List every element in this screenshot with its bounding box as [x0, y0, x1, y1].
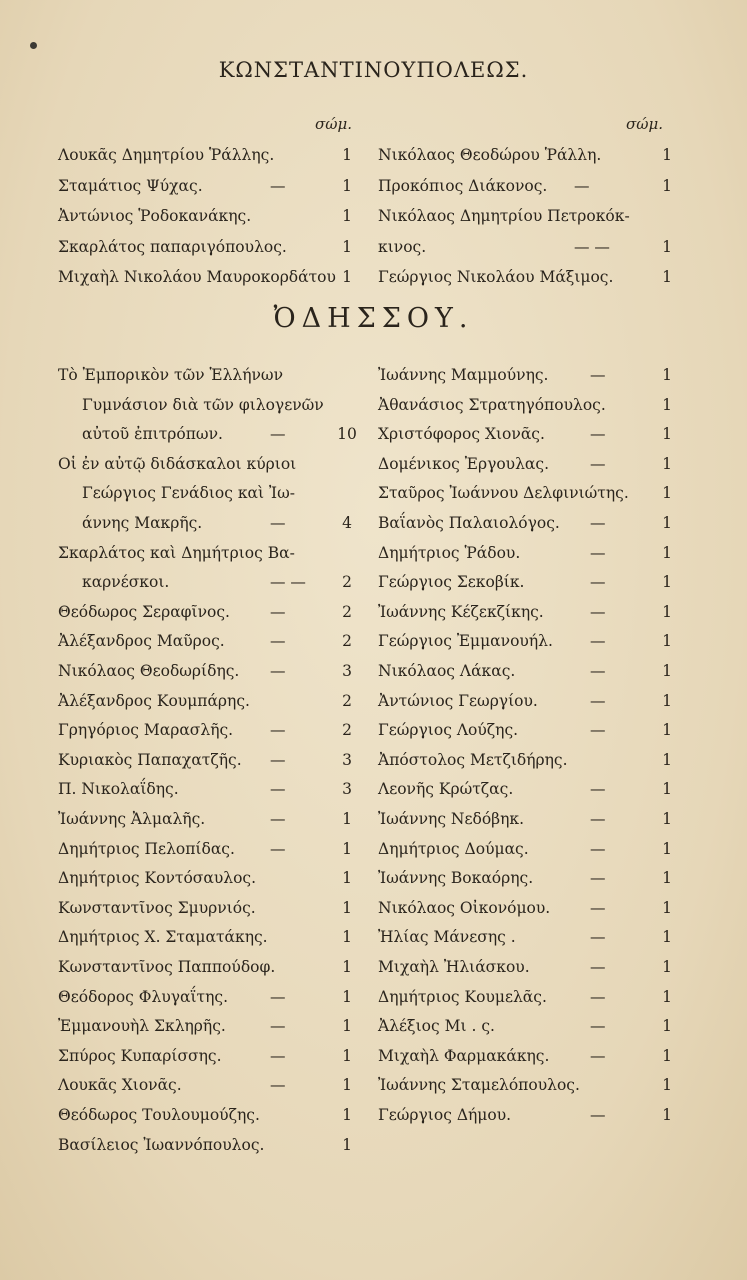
entry-name: Μιχαὴλ Φαρμακάκης. [378, 1046, 550, 1065]
entry-name: Θεόδωρος Σεραφῖνος. [58, 602, 230, 621]
entry-name: καρνέσκοι. [82, 573, 170, 592]
entry-name: Δημήτριος Πελοπίδας. [58, 839, 235, 858]
page-title: ΚΩΝΣΤΑΝΤΙΝΟΥΠΟΛΕΩΣ. [218, 58, 529, 82]
entry-name: Κωνσταντῖνος Σμυρνιός. [58, 898, 256, 917]
entry-name: Ἀλέξανδρος Κουμπάρης. [58, 691, 250, 710]
entry-count: 2 [342, 573, 352, 592]
entry-name: Ἰωάννης Νεδόβηκ. [378, 810, 525, 828]
entry-dash: — [270, 721, 286, 740]
entry-dash: — [590, 454, 606, 473]
list-item [378, 893, 678, 923]
entry-count: 1 [662, 176, 672, 195]
entry-dash: — [270, 662, 286, 680]
list-item [378, 360, 678, 390]
entry-count: 1 [342, 207, 352, 225]
list-item [378, 390, 678, 420]
entry-count: 1 [662, 146, 672, 164]
entry-name: Γυμνάσιον διὰ τῶν φιλογενῶν [82, 395, 324, 414]
list-item [378, 140, 678, 170]
entry-dash: — [270, 780, 286, 799]
list-item [58, 686, 368, 716]
entry-dash: — [574, 176, 590, 195]
entry-dash: — [590, 928, 606, 947]
entry-name: Δημήτριος Κοντόσαυλος. [58, 869, 257, 888]
entry-name: Γεώργιος Δήμου. [378, 1106, 512, 1124]
entry-name: Νικόλαος Θεοδώρου Ῥάλλη. [378, 146, 602, 164]
entry-name: Προκόπιος Διάκονος. [378, 176, 548, 195]
entry-dash: — [590, 839, 606, 858]
entry-name: Ἐμμανουὴλ Σκληρῆς. [58, 1017, 226, 1036]
entry-count: 1 [662, 1046, 672, 1065]
section-title: ὈΔΗΣΣΟΥ. [273, 303, 474, 334]
list-item [58, 922, 368, 952]
entry-name: Νικόλαος Λάκας. [378, 662, 516, 680]
entry-name: Ἀπόστολος Μετζιδήρης. [378, 750, 568, 769]
list-item [58, 745, 368, 775]
entry-dash: — [590, 810, 606, 828]
entry-dash: — [590, 602, 606, 621]
entry-count: 3 [342, 662, 352, 680]
entry-count: 1 [342, 928, 352, 947]
list-item [58, 419, 368, 449]
entry-name: Δημήτριος Κουμελᾶς. [378, 987, 547, 1006]
entry-count: 1 [662, 454, 672, 473]
entry-dash: — [590, 869, 606, 888]
entry-count: 1 [662, 928, 672, 947]
entry-dash: — [590, 573, 606, 592]
entry-count: 1 [662, 691, 672, 710]
entry-count: 2 [342, 632, 352, 651]
entry-name: Ἰωάννης Μαμμούνης. [378, 366, 549, 384]
entry-name: Π. Νικολαΐδης. [58, 780, 179, 799]
list-item [378, 538, 678, 568]
entry-name: Ἰωάννης Ἀλμαλῆς. [58, 810, 206, 828]
entry-dash: — — [574, 237, 610, 256]
list-item [58, 508, 368, 538]
list-item [378, 567, 678, 597]
entry-dash: — [590, 691, 606, 710]
entry-dash: — [270, 602, 286, 621]
entry-dash: — [590, 366, 606, 384]
entry-count: 1 [342, 268, 352, 286]
entry-name: Θεόδωρος Τουλουμούζης. [58, 1106, 260, 1124]
entry-name: Λεονῆς Κρώτζας. [378, 780, 514, 799]
list-item [378, 1070, 678, 1100]
entry-count: 1 [662, 268, 672, 286]
entry-name: Νικόλαος Οἰκονόμου. [378, 898, 551, 917]
entry-count: 1 [662, 366, 672, 384]
list-item [378, 745, 678, 775]
entry-name: Σπύρος Κυπαρίσσης. [58, 1046, 222, 1065]
entry-count: 1 [662, 1076, 672, 1095]
entry-count: 1 [342, 958, 352, 976]
list-item [58, 893, 368, 923]
list-item [378, 715, 678, 745]
entry-name: Οἱ ἐν αὐτῷ διδάσκαλοι κύριοι [58, 454, 297, 473]
list-item [58, 597, 368, 627]
entry-count: 1 [662, 780, 672, 799]
entry-count: 1 [662, 810, 672, 828]
list-item [378, 1041, 678, 1071]
entry-dash: — [270, 632, 286, 651]
entry-dash: — [590, 632, 606, 651]
entry-name: Κυριακὸς Παπαχατζῆς. [58, 750, 242, 769]
entry-name: Ἀλέξανδρος Μαῦρος. [58, 632, 225, 651]
list-item [58, 834, 368, 864]
list-item [58, 1011, 368, 1041]
entry-name: Βασίλειος Ἰωαννόπουλος. [58, 1135, 265, 1154]
entry-name: Μιχαὴλ Ἠλιάσκου. [378, 958, 530, 976]
entry-dash: — [590, 780, 606, 799]
entry-name: Νικόλαος Δημητρίου Πετροκόκ- [378, 207, 630, 225]
entry-dash: — [590, 1017, 606, 1036]
entry-name: Μιχαὴλ Νικολάου Μαυροκορδάτου [58, 268, 336, 286]
list-item [58, 715, 368, 745]
entry-count: 1 [342, 987, 352, 1006]
entry-count: 1 [342, 176, 352, 195]
list-item [58, 1070, 368, 1100]
entry-name: Κωνσταντῖνος Παππούδοφ. [58, 958, 276, 976]
entry-name: Γεώργιος Ἐμμανουήλ. [378, 632, 553, 651]
entry-dash: — [590, 425, 606, 444]
entry-count: 2 [342, 602, 352, 621]
entry-dash: — [590, 958, 606, 976]
entry-name: Ἀθανάσιος Στρατηγόπουλος. [378, 395, 606, 414]
entry-name: Ἀντώνιος Ῥοδοκανάκης. [58, 207, 252, 225]
entry-dash: — [270, 425, 286, 444]
entry-dash: — [270, 987, 286, 1006]
entry-name: Τὸ Ἐμπορικὸν τῶν Ἑλλήνων [58, 366, 283, 384]
entry-count: 3 [342, 750, 352, 769]
list-item [378, 171, 678, 201]
list-item [378, 262, 678, 292]
list-item [58, 449, 368, 479]
entry-count: 1 [342, 1017, 352, 1036]
list-item [58, 656, 368, 686]
list-item [58, 804, 368, 834]
entry-dash: — [590, 514, 606, 532]
entry-count: 10 [337, 425, 357, 444]
list-item [58, 1041, 368, 1071]
list-item [58, 567, 368, 597]
entry-name: Γεώργιος Γενάδιος καὶ Ἰω- [82, 484, 295, 503]
list-item [378, 201, 678, 231]
entry-count: 1 [342, 810, 352, 828]
entry-name: Γεώργιος Νικολάου Μάξιμος. [378, 268, 614, 286]
entry-count: 1 [662, 573, 672, 592]
list-item [378, 232, 678, 262]
entry-count: 1 [342, 237, 352, 256]
entry-name: Σκαρλάτος καὶ Δημήτριος Βα- [58, 543, 295, 562]
list-item [58, 538, 368, 568]
entry-name: Ἀντώνιος Γεωργίου. [378, 691, 538, 710]
entry-name: Βαΐανὸς Παλαιολόγος. [378, 514, 560, 532]
entry-dash: — [270, 750, 286, 769]
entry-name: Ἠλίας Μάνεσης . [378, 928, 516, 947]
entry-dash: — [590, 721, 606, 740]
list-item [58, 952, 368, 982]
list-item [58, 171, 368, 201]
entry-dash: — [590, 1046, 606, 1065]
entry-name: Ἰωάννης Σταμελόπουλος. [378, 1076, 580, 1095]
entry-name: Λουκᾶς Δημητρίου Ῥάλλης. [58, 146, 275, 164]
entry-count: 1 [662, 898, 672, 917]
list-item [378, 597, 678, 627]
list-item [58, 360, 368, 390]
list-item [378, 952, 678, 982]
entry-dash: — [590, 898, 606, 917]
entry-count: 1 [662, 662, 672, 680]
list-item [378, 1100, 678, 1130]
entry-name: Λουκᾶς Χιονᾶς. [58, 1076, 182, 1095]
entry-name: Δομένικος Ἐργουλας. [378, 454, 550, 473]
entry-name: άννης Μακρῆς. [82, 514, 203, 532]
list-item [58, 390, 368, 420]
list-item [58, 982, 368, 1012]
list-item [378, 508, 678, 538]
entry-count: 1 [662, 237, 672, 256]
entry-count: 1 [662, 1017, 672, 1036]
list-item [378, 1011, 678, 1041]
entry-name: κινος. [378, 237, 427, 256]
entry-count: 2 [342, 721, 352, 740]
entry-count: 1 [342, 1135, 352, 1154]
entry-dash: — [590, 543, 606, 562]
entry-count: 1 [662, 632, 672, 651]
entry-count: 1 [662, 987, 672, 1006]
entry-dash: — [270, 810, 286, 828]
entry-name: Δημήτριος Χ. Σταματάκης. [58, 928, 268, 947]
list-item [378, 922, 678, 952]
entry-dash: — — [270, 573, 306, 592]
entry-count: 1 [662, 425, 672, 444]
list-item [378, 774, 678, 804]
list-item [378, 626, 678, 656]
entry-name: αὐτοῦ ἐπιτρόπων. [82, 425, 223, 444]
entry-name: Χριστόφορος Χιονᾶς. [378, 425, 545, 444]
list-item [58, 1100, 368, 1130]
list-item [58, 774, 368, 804]
entry-dash: — [590, 1106, 606, 1124]
entry-count: 2 [342, 691, 352, 710]
entry-count: 1 [662, 869, 672, 888]
entry-name: Σταμάτιος Ψύχας. [58, 176, 203, 195]
list-item [58, 232, 368, 262]
entry-dash: — [270, 839, 286, 858]
entry-name: Θεόδορος Φλυγαΐτης. [58, 987, 229, 1006]
list-item [58, 626, 368, 656]
list-item [378, 478, 678, 508]
entry-count: 4 [342, 514, 352, 532]
list-item [378, 863, 678, 893]
entry-count: 1 [342, 898, 352, 917]
entry-name: Ἰωάννης Βοκαόρης. [378, 869, 534, 888]
entry-count: 1 [662, 750, 672, 769]
entry-dash: — [270, 1046, 286, 1065]
list-item [58, 140, 368, 170]
list-item [58, 262, 368, 292]
entry-count: 1 [342, 1076, 352, 1095]
entry-count: 3 [342, 780, 352, 799]
list-item [378, 982, 678, 1012]
list-item [378, 834, 678, 864]
entry-count: 1 [662, 484, 672, 503]
list-item [58, 478, 368, 508]
entry-name: Νικόλαος Θεοδωρίδης. [58, 662, 240, 680]
list-item [58, 863, 368, 893]
list-item [378, 656, 678, 686]
entry-count: 1 [342, 1106, 352, 1124]
entry-name: Ἰωάννης Κέζεκζίκης. [378, 602, 544, 621]
entry-name: Δημήτριος Ῥάδου. [378, 543, 521, 562]
list-item [378, 804, 678, 834]
entry-count: 1 [662, 602, 672, 621]
column-head-right: σώμ. [626, 115, 663, 133]
entry-count: 1 [342, 839, 352, 858]
entry-count: 1 [662, 721, 672, 740]
entry-count: 1 [662, 514, 672, 532]
list-item [378, 686, 678, 716]
list-item [58, 201, 368, 231]
list-item [378, 449, 678, 479]
entry-count: 1 [342, 1046, 352, 1065]
list-item [58, 1130, 368, 1160]
entry-count: 1 [662, 1106, 672, 1124]
entry-count: 1 [342, 146, 352, 164]
ink-spot [30, 42, 37, 49]
entry-count: 1 [662, 839, 672, 858]
entry-dash: — [270, 176, 286, 195]
entry-count: 1 [662, 543, 672, 562]
entry-name: Σκαρλάτος παπαριγόπουλος. [58, 237, 287, 256]
entry-name: Γεώργιος Σεκοβίκ. [378, 573, 525, 592]
entry-name: Γρηγόριος Μαρασλῆς. [58, 721, 234, 740]
entry-dash: — [590, 987, 606, 1006]
entry-dash: — [270, 514, 286, 532]
entry-count: 1 [662, 958, 672, 976]
entry-count: 1 [342, 869, 352, 888]
list-item [378, 419, 678, 449]
entry-dash: — [270, 1017, 286, 1036]
entry-name: Δημήτριος Δούμας. [378, 839, 529, 858]
entry-name: Ἀλέξιος Μι . ς. [378, 1017, 495, 1036]
entry-name: Σταῦρος Ἰωάννου Δελφινιώτης. [378, 484, 629, 503]
entry-dash: — [270, 1076, 286, 1095]
entry-dash: — [590, 662, 606, 680]
entry-name: Γεώργιος Λούζης. [378, 721, 519, 740]
entry-count: 1 [662, 395, 672, 414]
column-head-left: σώμ. [315, 115, 352, 133]
